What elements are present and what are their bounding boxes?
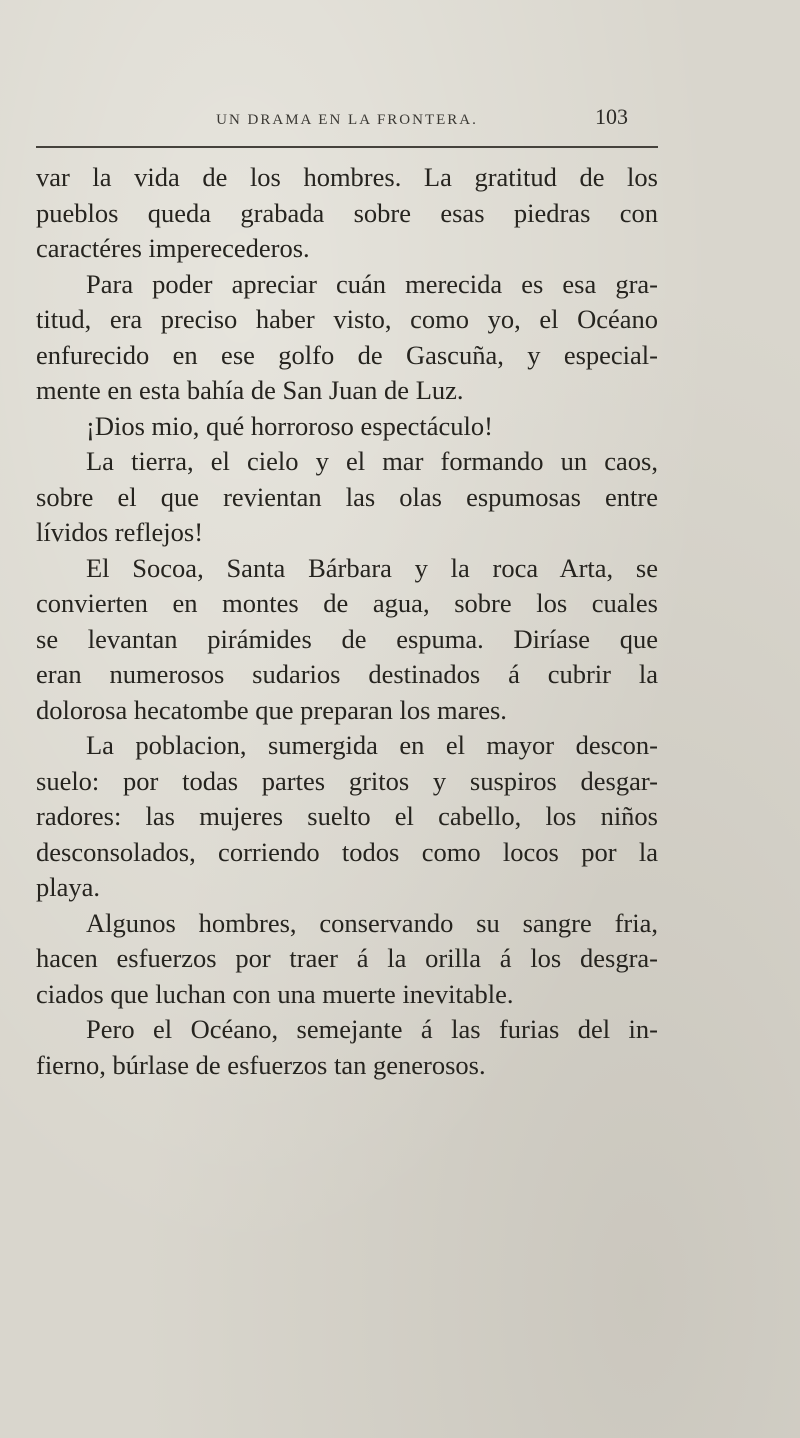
running-title: UN DRAMA EN LA FRONTERA. bbox=[216, 112, 478, 128]
text-line: fierno, búrlase de esfuerzos tan generosos. bbox=[36, 1049, 486, 1080]
text-line: eran numerosos sudarios destinados á cubrir la bbox=[36, 659, 658, 689]
text-line: El Socoa, Santa Bárbara y la roca Arta, se bbox=[86, 552, 658, 583]
text-line: hacen esfuerzos por traer á la orilla á los desgra- bbox=[36, 943, 658, 973]
header-rule bbox=[36, 146, 658, 148]
text-line: radores: las mujeres suelto el cabello, los niños bbox=[36, 801, 658, 831]
text-line: enfurecido en ese golfo de Gascuña, y especial- bbox=[36, 339, 658, 370]
text-line: suelo: por todas partes gritos y suspiros desgar- bbox=[36, 765, 658, 796]
text-line: playa. bbox=[36, 872, 101, 902]
running-head bbox=[36, 104, 658, 138]
page-number: 103 bbox=[595, 104, 628, 129]
text-line: La tierra, el cielo y el mar formando un caos, bbox=[86, 446, 658, 476]
text-line: desconsolados, corriendo todos como locos por la bbox=[36, 836, 658, 867]
text-line: La poblacion, sumergida en el mayor descon- bbox=[86, 730, 658, 760]
text-line: caractéres imperecederos. bbox=[36, 233, 310, 263]
text-line: sobre el que revientan las olas espumosas entre bbox=[36, 481, 658, 512]
text-line: pueblos queda grabada sobre esas piedras con bbox=[36, 197, 658, 228]
text-line: lívidos reflejos! bbox=[36, 517, 204, 547]
text-line: Pero el Océano, semejante á las furias del in- bbox=[86, 1014, 658, 1044]
body-text bbox=[36, 160, 658, 1083]
text-line: ciados que luchan con una muerte inevitable. bbox=[36, 978, 514, 1009]
text-line: var la vida de los hombres. La gratitud de los bbox=[36, 162, 658, 192]
text-line: titud, era preciso haber visto, como yo, el Océano bbox=[36, 304, 658, 334]
text-line: mente en esta bahía de San Juan de Luz. bbox=[36, 375, 464, 405]
text-line: Para poder apreciar cuán merecida es esa gra- bbox=[86, 268, 658, 299]
text-line: Algunos hombres, conservando su sangre fria, bbox=[86, 907, 658, 938]
text-line: dolorosa hecatombe que preparan los mares. bbox=[36, 694, 507, 725]
text-line: convierten en montes de agua, sobre los cuales bbox=[36, 588, 658, 618]
text-line: se levantan pirámides de espuma. Diríase que bbox=[36, 623, 658, 654]
text-line: ¡Dios mio, qué horroroso espectáculo! bbox=[86, 410, 493, 441]
